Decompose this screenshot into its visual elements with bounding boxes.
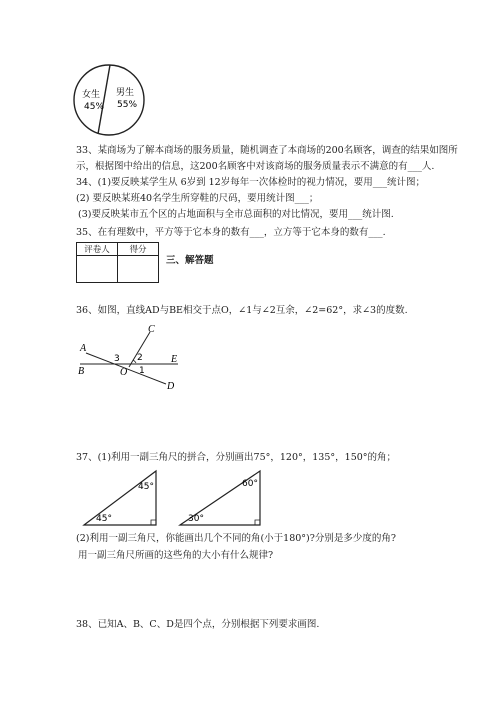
label-C: C (148, 324, 155, 335)
angle-30: 30° (188, 514, 204, 524)
label-E: E (171, 354, 178, 365)
table-cell-grader (77, 256, 118, 283)
pie-chart (70, 62, 150, 142)
q37-line2: (2)利用一副三角尺，你能画出几个不同的角(小于180°)?分别是多少度的角? (76, 533, 396, 544)
pie-male-pct: 55% (117, 100, 138, 110)
pie-female-pct: 45% (84, 102, 105, 112)
label-3: 3 (114, 354, 120, 364)
grading-table (76, 242, 159, 283)
label-2: 2 (137, 353, 143, 363)
triangle-45 (84, 471, 156, 525)
label-B: B (78, 366, 85, 377)
triangle-45-figure (82, 468, 162, 530)
right-angle-mark-45 (151, 520, 156, 525)
q34-line2: (2) 要反映某班40名学生所穿鞋的尺码，要用统计图___； (76, 193, 319, 204)
q37-line3: 用一副三角尺所画的这些角的大小有什么规律? (78, 550, 274, 561)
table-header-score: 得分 (118, 243, 159, 256)
q34-line3: (3)要反映某市五个区的占地面积与全市总面积的对比情况，要用___统计图. (78, 209, 394, 220)
table-cell-score (118, 256, 159, 283)
angle-45-bottom: 45° (96, 514, 112, 524)
label-D: D (167, 381, 175, 392)
section-heading: 三、解答题 (166, 255, 214, 266)
label-A: A (80, 343, 87, 354)
pie-male-label: 男生 (116, 88, 135, 98)
label-1: 1 (139, 366, 145, 376)
q34-line1: 34、(1)要反映某学生从 6岁到 12岁每年一次体检时的视力情况，要用___统计图； (76, 177, 425, 188)
q38: 38、已知A、B、C、D是四个点，分别根据下列要求画图. (76, 619, 320, 630)
pie-female-label: 女生 (82, 90, 101, 100)
q36: 36、如图，直线AD与BE相交于点O，∠1与∠2互余，∠2=62°，求∠3的度数. (76, 305, 408, 316)
q33-line2: 示，根据图中给出的信息，这200名顾客中对该商场的服务质量表示不满意的有___人. (76, 161, 435, 172)
figure-36 (72, 320, 192, 395)
right-angle-mark-60 (255, 520, 260, 525)
angle-arc (133, 360, 136, 363)
q37-line1: 37、(1)利用一副三角尺的拼合，分别画出75°，120°，135°，150°的角； (76, 452, 397, 463)
angle-45-top: 45° (138, 482, 154, 492)
q33-line1: 33、某商场为了解本商场的服务质量，随机调查了本商场的200名顾客，调查的结果如图所 (76, 145, 458, 156)
q35: 35、在有理数中，平方等于它本身的数有___，立方等于它本身的数有___. (76, 227, 386, 238)
angle-60: 60° (242, 479, 258, 489)
triangle-60-figure (178, 468, 266, 530)
label-O: O (120, 367, 128, 378)
table-header-grader: 评卷人 (77, 243, 118, 256)
